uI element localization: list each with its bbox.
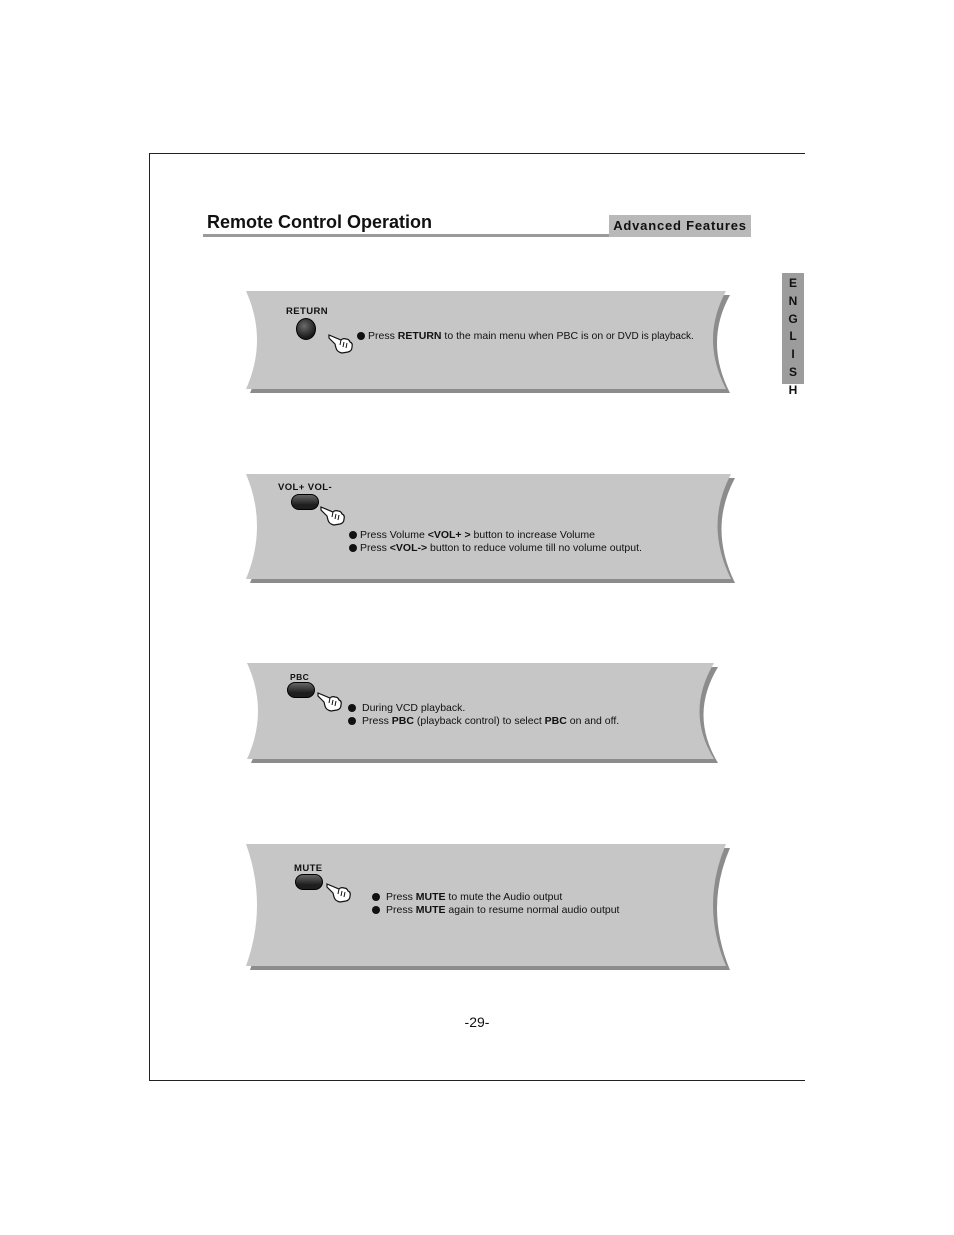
instruction-text: Press: [368, 330, 398, 342]
language-letter: I: [791, 347, 795, 362]
bullet-icon: [357, 332, 365, 340]
pointing-hand-icon: [326, 879, 352, 903]
pointing-hand-icon: [328, 330, 354, 354]
bullet-icon: [348, 704, 356, 712]
return-button-icon: [296, 318, 316, 340]
instruction-text: Press: [362, 715, 392, 727]
instruction-text: on and off.: [566, 715, 620, 727]
instruction-text: Press Volume: [360, 529, 428, 541]
volume-button-label: VOL+ VOL-: [278, 482, 333, 493]
pbc-button-icon: [287, 682, 315, 698]
language-letter: E: [788, 276, 797, 290]
bullet-icon: [372, 906, 380, 914]
instruction-line: [349, 542, 642, 554]
bullet-icon: [349, 531, 357, 539]
instruction-text: button to reduce volume till no volume output.: [427, 542, 642, 554]
instruction-text: or DVD is playback.: [603, 331, 694, 342]
instruction-text: to mute the Audio output: [445, 891, 563, 903]
key-name: <VOL->: [389, 542, 428, 554]
return-panel: [242, 289, 734, 395]
instruction-text: to the main menu when PBC is on: [441, 330, 604, 342]
mute-panel: [242, 842, 734, 972]
key-name: <VOL+ >: [427, 529, 471, 541]
return-button-label: RETURN: [286, 306, 328, 317]
language-letter: L: [789, 329, 797, 344]
panel-background: [242, 289, 734, 395]
volume-button-icon: [291, 494, 319, 510]
instruction-text: again to resume normal audio output: [445, 904, 620, 916]
mute-button-icon: [295, 874, 323, 890]
key-name: MUTE: [415, 904, 446, 916]
instruction-text: (playback control) to select: [413, 715, 545, 727]
instruction-line: [372, 891, 562, 903]
volume-panel: [240, 472, 738, 585]
instruction-text: Press: [386, 904, 416, 916]
instruction-line: [357, 330, 694, 342]
instruction-text: button to increase Volume: [470, 529, 595, 541]
instruction-line: [348, 702, 465, 714]
panel-background: [243, 661, 721, 765]
language-letter: S: [788, 364, 797, 379]
key-name: PBC: [391, 715, 414, 727]
language-letter: N: [788, 293, 798, 308]
language-tab: [782, 273, 804, 397]
page-title: Remote Control Operation: [207, 212, 433, 232]
instruction-text: During VCD playback.: [362, 702, 466, 714]
bullet-icon: [348, 717, 356, 725]
language-letter: G: [788, 311, 798, 326]
instruction-line: [349, 529, 595, 541]
instruction-text: Press: [360, 542, 390, 554]
instruction-text: Press: [386, 891, 416, 903]
section-tag: Advanced Features: [609, 215, 751, 237]
pointing-hand-icon: [317, 688, 343, 712]
key-name: RETURN: [397, 330, 442, 342]
pbc-panel: [243, 661, 721, 765]
page-number: -29-: [464, 1014, 490, 1030]
instruction-line: [348, 715, 619, 727]
pbc-button-label: PBC: [290, 672, 310, 682]
pointing-hand-icon: [320, 502, 346, 526]
key-name: PBC: [544, 715, 567, 727]
bullet-icon: [372, 893, 380, 901]
instruction-line: [372, 904, 619, 916]
bullet-icon: [349, 544, 357, 552]
language-letter: H: [788, 382, 798, 397]
key-name: MUTE: [415, 891, 446, 903]
mute-button-label: MUTE: [294, 863, 323, 874]
